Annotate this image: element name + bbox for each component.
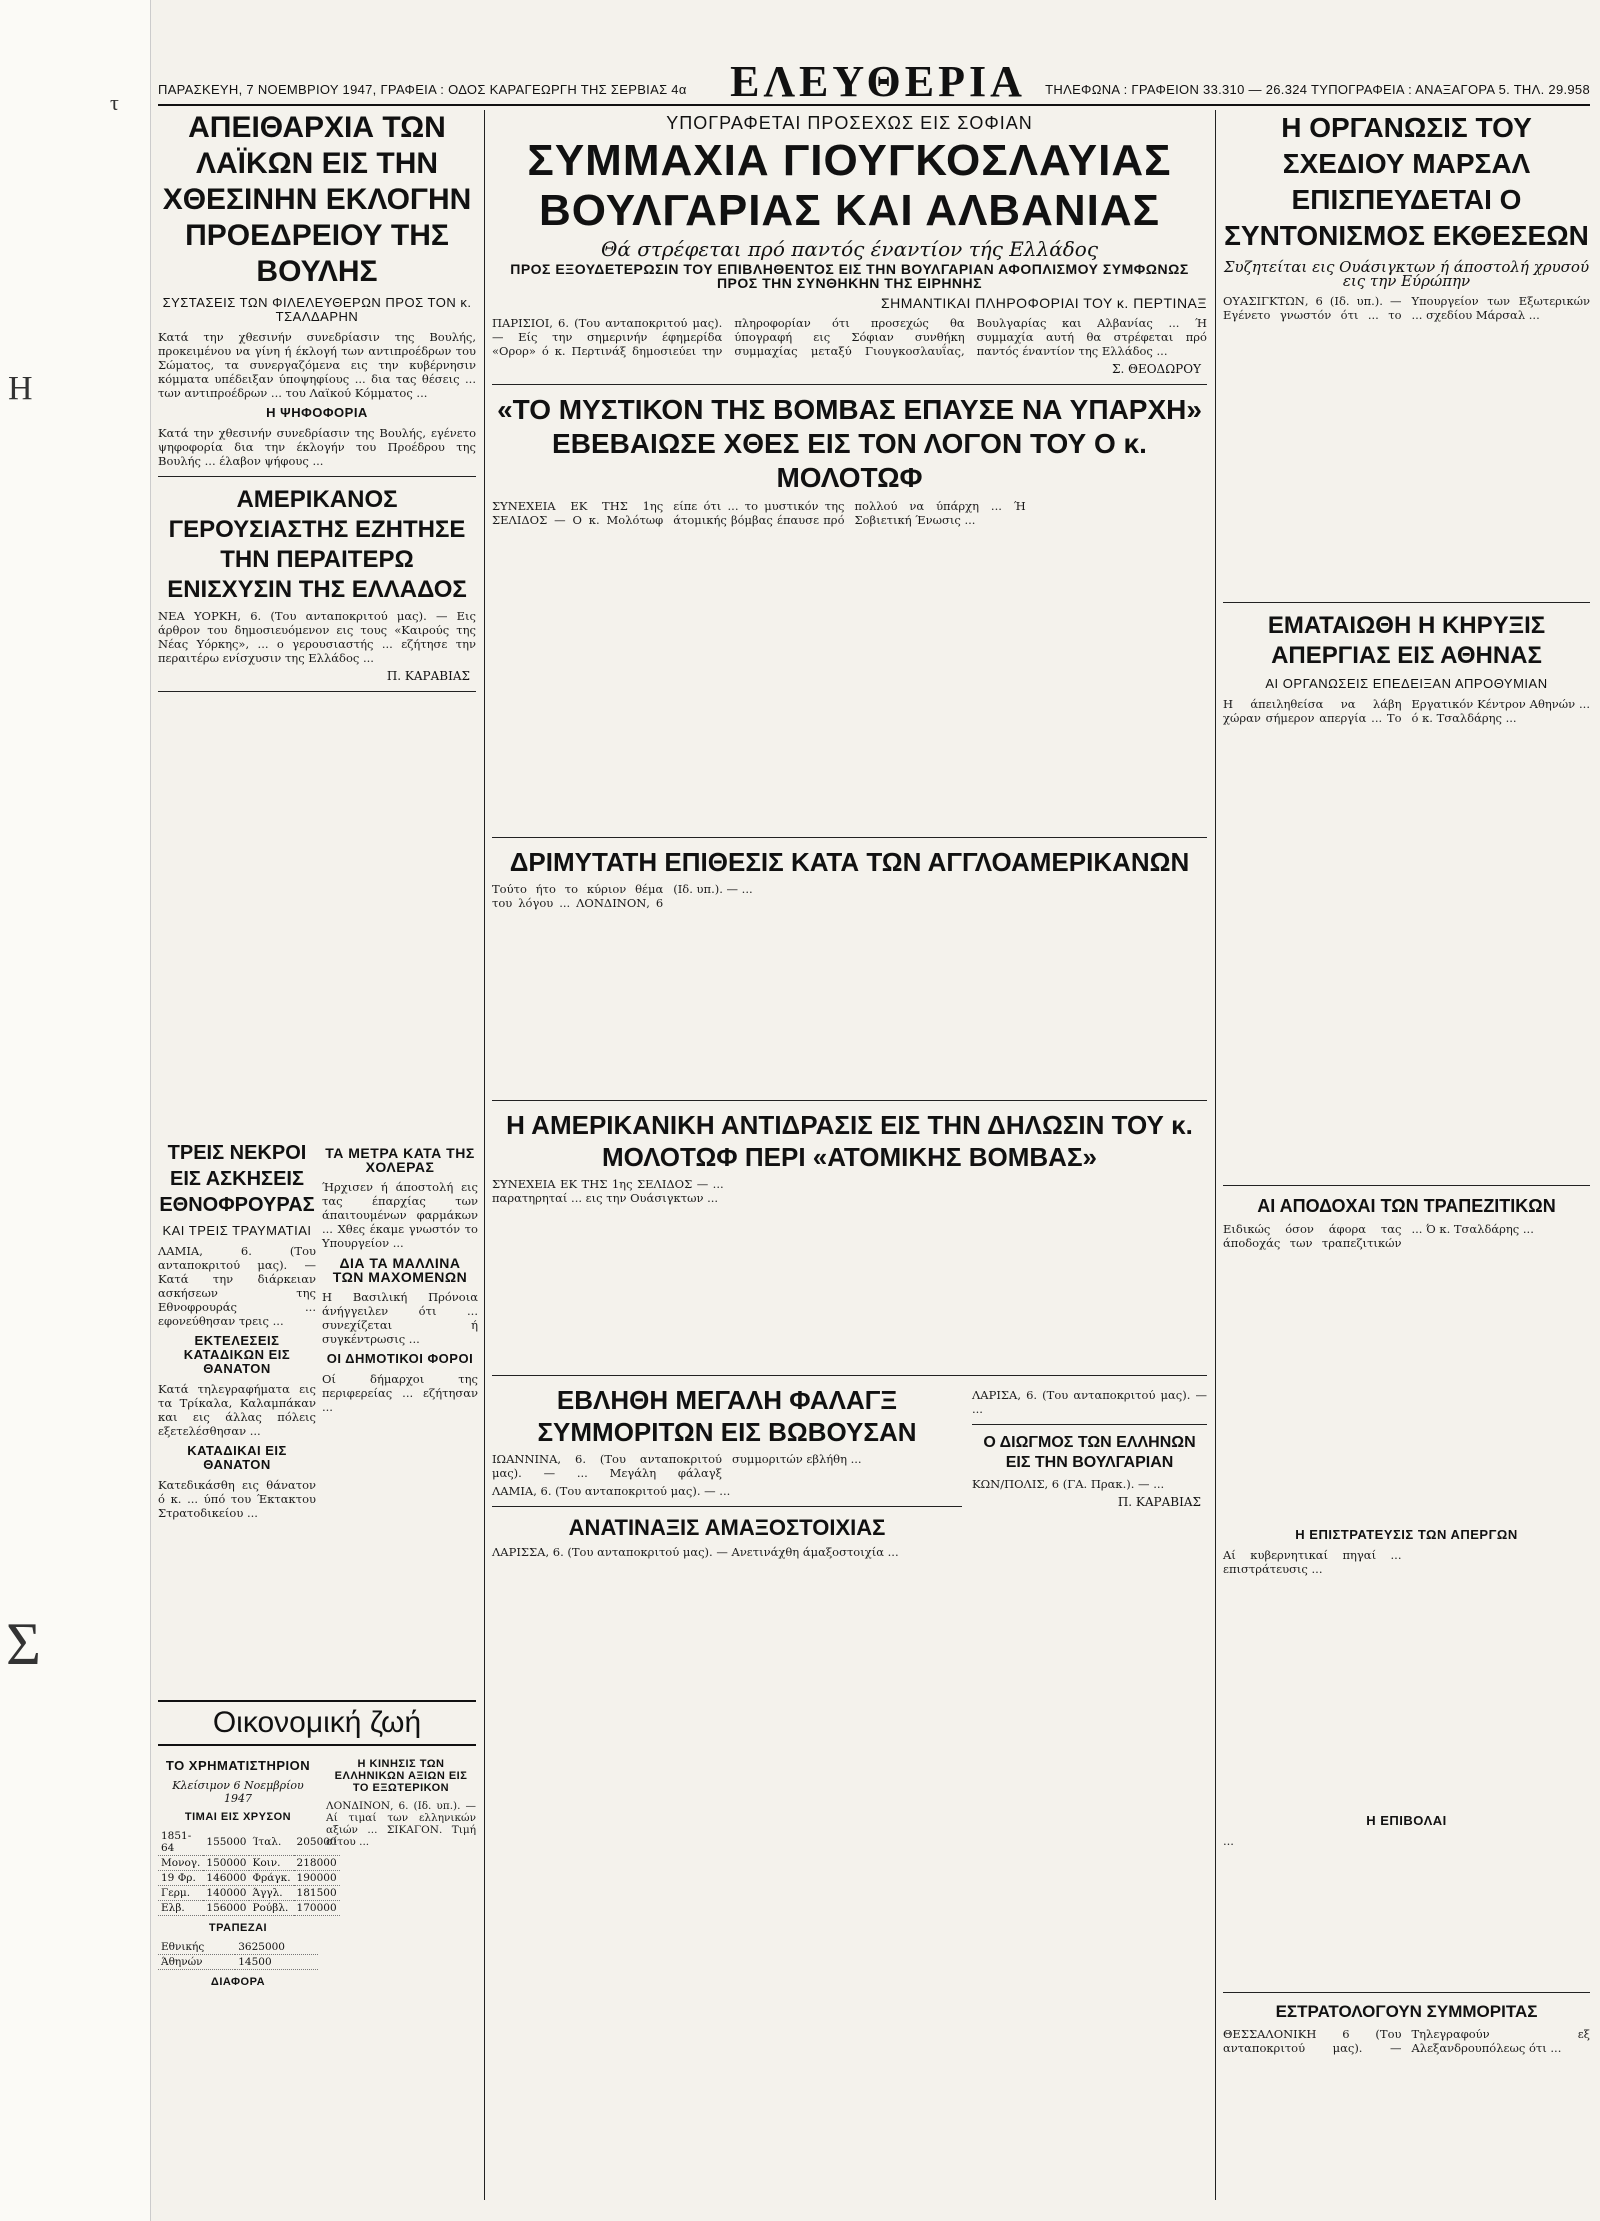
phone-info: ΤΗΛΕΦΩΝΑ : ΓΡΑΦΕΙΟΝ 33.310 — 26.324 ΤΥΠΟΓΡΑΦΕΙΑ : ΑΝΑΞΑΓΟΡΑ 5. ΤΗΛ. 29.958 xyxy=(1045,82,1590,97)
deck: Θά στρέφεται πρό παντός έναντίον τής Ελλάδος xyxy=(600,237,1099,261)
article-body: ΣΥΝΕΧΕΙΑ ΕΚ ΤΗΣ 1ης ΣΕΛΙΔΟΣ — Ο κ. Μολότωφ είπε ότι ... το μυστικόν της άτομικής βόμβας έπαυσε πρό πολλού να ύπάρχη ... Ή Σοβιετική Ένωσις ... xyxy=(492,499,1026,527)
headline-diogmos: Ο ΔΙΩΓΜΟΣ ΤΩΝ ΕΛΛΗΝΩΝ ΕΙΣ ΤΗΝ ΒΟΥΛΓΑΡΙΑΝ xyxy=(983,1434,1196,1471)
headline-strike: ΕΜΑΤΑΙΩΘΗ Η ΚΗΡΥΞΙΣ ΑΠΕΡΓΙΑΣ ΕΙΣ ΑΘΗΝΑΣ xyxy=(1267,612,1546,669)
headline-senator: ΑΜΕΡΙΚΑΝΟΣ ΓΕΡΟΥΣΙΑΣΤΗΣ ΕΖΗΤΗΣΕ ΤΗΝ ΠΕΡΑΙΤΕΡΩ ΕΝΙΣΧΥΣΙΝ ΤΗΣ ΕΛΛΑΔΟΣ xyxy=(167,486,467,603)
divider xyxy=(158,691,476,692)
headline-symmaxia: ΣΥΜΜΑΧΙΑ ΓΙΟΥΓΚΟΣΛΑΥΙΑΣ ΒΟΥΛΓΑΡΙΑΣ ΚΑΙ ΑΛΒΑΝΙΑΣ xyxy=(527,136,1172,235)
article-body: ΛΑΡΙΣΑ, 6. (Του ανταποκριτού μας). — ... xyxy=(972,1388,1207,1416)
article-body: ΛΟΝΔΙΝΟΝ, 6. (Ιδ. υπ.). — Αί τιμαί των ελληνικών αξιών ... ΣΙΚΑΓΟΝ. Τιμή σίτου ... xyxy=(326,1800,476,1848)
table-row: Ελβ. 156000 Ρούβλ. 170000 xyxy=(158,1901,340,1916)
table-row: 1851-64 155000 Ίταλ. 205000 xyxy=(158,1829,340,1856)
economy-title: Οικονομική ζωή xyxy=(158,1700,476,1746)
article-body: ... xyxy=(1223,1834,1234,1848)
cholera-column xyxy=(322,1140,478,1418)
section-title: ΕΚΤΕΛΕΣΕΙΣ ΚΑΤΑΔΙΚΩΝ ΕΙΣ ΘΑΝΑΤΟΝ xyxy=(183,1333,291,1376)
section-title: ΔΙΑ ΤΑ ΜΑΛΛΙΝΑ ΤΩΝ ΜΑΧΟΜΕΝΩΝ xyxy=(332,1255,468,1285)
article-body: ΛΑΜΙΑ, 6. (Του ανταποκριτού μας). — ... xyxy=(492,1484,731,1498)
subheadline: ΣΗΜΑΝΤΙΚΑΙ ΠΛΗΡΟΦΟΡΙΑΙ ΤΟΥ κ. ΠΕΡΤΙΝΑΞ xyxy=(881,295,1207,311)
byline: Π. ΚΑΡΑΒΙΑΣ xyxy=(1117,1495,1201,1509)
dateline: ΠΑΡΑΣΚΕΥΗ, 7 ΝΟΕΜΒΡΙΟΥ 1947, ΓΡΑΦΕΙΑ : ΟΔΟΣ ΚΑΡΑΓΕΩΡΓΗ ΤΗΣ ΣΕΡΒΙΑΣ 4α xyxy=(158,82,687,97)
section-title: ΤΑ ΜΕΤΡΑ ΚΑΤΑ ΤΗΣ ΧΟΛΕΡΑΣ xyxy=(325,1145,475,1175)
article-body: ΚΩΝ/ΠΟΛΙΣ, 6 (ΓΑ. Πρακ.). — ... xyxy=(972,1477,1165,1491)
article-body: Κατά την χθεσινήν συνεδρίασιν της Βουλής, εγένετο ψηφοφορία δια την έκλογήν του Προέδρου της Βουλής ... έλαβον ψήφους ... xyxy=(158,426,476,468)
article-body: ΛΑΡΙΣΣΑ, 6. (Του ανταποκριτού μας). — Ανετινάχθη άμαξοστοιχία ... xyxy=(492,1545,899,1559)
article-body: Η Βασιλική Πρόνοια άνήγγειλεν ότι ... συνεχίζεται ή συγκέντρωσις ... xyxy=(322,1290,478,1346)
article-body: ΛΑΜΙΑ, 6. (Του ανταποκριτού μας). — Κατά την διάρκειαν ασκήσεων της Εθνοφρουράς ... εφονεύθησαν τρεις ... xyxy=(158,1244,316,1328)
table-row: 19 Φρ. 146000 Φράγκ. 190000 xyxy=(158,1871,340,1886)
section-title: ΟΙ ΔΗΜΟΤΙΚΟΙ ΦΟΡΟΙ xyxy=(326,1351,474,1366)
article-body: Κατεδικάσθη εις θάνατον ό κ. ... ύπό του Έκτακτου Στρατοδικείου ... xyxy=(158,1478,316,1520)
subheadline: ΣΥΣΤΑΣΕΙΣ ΤΩΝ ΦΙΛΕΛΕΥΘΕΡΩΝ ΠΡΟΣ ΤΟΝ κ. ΤΣΑΛΔΑΡΗΝ xyxy=(162,295,472,324)
divider xyxy=(492,384,1207,385)
byline: Π. ΚΑΡΑΒΙΑΣ xyxy=(386,669,470,683)
article-body: ΟΥΑΣΙΓΚΤΩΝ, 6 (Ιδ. υπ.). — Εγένετο γνωστόν ότι ... το Υπουργείον των Εξωτερικών ... σχεδίου Μάρσαλ ... xyxy=(1223,294,1590,322)
article-body: Ειδικώς όσον άφορα τας άποδοχάς των τραπεζιτικών ... Ό κ. Τσαλδάρης ... xyxy=(1223,1222,1534,1250)
table-row: Μονογ. 150000 Κοιν. 218000 xyxy=(158,1856,340,1871)
article-body: ΙΩΑΝΝΙΝΑ, 6. (Του ανταποκριτού μας). — ... Μεγάλη φάλαγξ συμμοριτών εβλήθη ... xyxy=(492,1452,862,1480)
divider xyxy=(492,1375,1207,1376)
article-body: ΠΑΡΙΣΙΟΙ, 6. (Του ανταποκριτού μας). — Είς την σημερινήν έφημερίδα «Ορορ» ό κ. Περτινάξ δημοσιεύει την πληροφορίαν ότι προσεχώς θα ύπογραφή εις Σόφιαν συνθήκη συμμαχίας μεταξύ Γιουγκοσλαυΐας, Βουλγαρίας και Αλβανίας ... Ή συμμαχία αυτή θα στρέφεται πρό παντός έναντίον της Ελλάδος ... xyxy=(492,316,1207,358)
table-row: Εθνικής 3625000 xyxy=(158,1940,318,1955)
divider xyxy=(972,1424,1207,1425)
economy-section xyxy=(158,1700,476,1994)
article-body: ΣΥΝΕΧΕΙΑ ΕΚ ΤΗΣ 1ης ΣΕΛΙΔΟΣ — ... παρατηρηταί ... εις την Ουάσιγκτων ... xyxy=(492,1177,724,1205)
masthead-rule xyxy=(158,104,1590,106)
article-body: ΝΕΑ ΥΟΡΚΗ, 6. (Του ανταποκριτού μας). — Εις άρθρον του δημοσιευόμενον εις τους «Καιρούς της Νέας Υόρκης», ... ο γερουσιαστής ... εζήτησε την περαιτέρω ενίσχυσιν της Ελλάδος ... xyxy=(158,609,476,665)
subheadline: ΑΙ ΟΡΓΑΝΩΣΕΙΣ ΕΠΕΔΕΙΞΑΝ ΑΠΡΟΘΥΜΙΑΝ xyxy=(1265,676,1548,691)
table-row: Άθηνών 14500 xyxy=(158,1955,318,1970)
gutter-fragment: Σ xyxy=(6,1611,41,1677)
gutter-fragment: τ xyxy=(110,90,119,115)
right-column xyxy=(1223,110,1590,2059)
kinisis-title: Η ΚΙΝΗΣΙΣ ΤΩΝ ΕΛΛΗΝΙΚΩΝ ΑΞΙΩΝ ΕΙΣ ΤΟ ΕΞΩΤΕΡΙΚΟΝ xyxy=(334,1758,468,1794)
headline-bomb: «ΤΟ ΜΥΣΤΙΚΟΝ ΤΗΣ ΒΟΜΒΑΣ ΕΠΑΥΣΕ ΝΑ ΥΠΑΡΧΗ» ΕΒΕΒΑΙΩΣΕ ΧΘΕΣ ΕΙΣ ΤΟΝ ΛΟΓΟΝ ΤΟΥ Ο κ. ΜΟΛΟΤΩΦ xyxy=(497,394,1202,493)
article-body: Κατά την χθεσινήν συνεδρίασιν της Βουλής, προκειμένου να γίνη ή έκλογή των αντιπροέδρων του Σώματος, τα συνεργαζόμενα εις την κυβέρνησιν κόμματα υπέδειξαν ύποψηφίους ... δια τας θέσεις ... των αντιπροέδρων ... του Λαϊκού Κόμματος ... xyxy=(158,330,476,400)
newspaper-title: ΕΛΕΥΘΕΡΙΑ xyxy=(730,57,1026,106)
gutter-fragment: Η xyxy=(8,370,33,407)
article-body: ΘΕΣΣΑΛΟΝΙΚΗ 6 (Του ανταποκριτού μας). — Τηλεγραφούν εξ Αλεξανδρουπόλεως ότι ... xyxy=(1223,2027,1590,2055)
divider xyxy=(492,837,1207,838)
divider xyxy=(492,1506,962,1507)
article-body: Αί κυβερνητικαί πηγαί ... επιστράτευσις ... xyxy=(1223,1548,1402,1576)
adjacent-page-gutter xyxy=(0,0,151,2221)
headline-anatinaxis: ΑΝΑΤΙΝΑΞΙΣ ΑΜΑΞΟΣΤΟΙΧΙΑΣ xyxy=(568,1515,886,1540)
headline-falagx: ΕΒΛΗΘΗ ΜΕΓΑΛΗ ΦΑΛΑΓΞ ΣΥΜΜΟΡΙΤΩΝ ΕΙΣ ΒΩΒΟΥΣΑΝ xyxy=(537,1385,917,1447)
table-row: Γερμ. 140000 Άγγλ. 181500 xyxy=(158,1886,340,1901)
section-title: Η ΕΠΙΣΤΡΑΤΕΥΣΙΣ ΤΩΝ ΑΠΕΡΓΩΝ xyxy=(1295,1527,1518,1542)
headline-bank-pay: ΑΙ ΑΠΟΔΟΧΑΙ ΤΩΝ ΤΡΑΠΕΖΙΤΙΚΩΝ xyxy=(1257,1196,1556,1216)
kicker: ΥΠΟΓΡΑΦΕΤΑΙ ΠΡΟΣΕΧΩΣ ΕΙΣ ΣΟΦΙΑΝ xyxy=(666,113,1033,133)
article-body: Η άπειληθείσα να λάβη χώραν σήμερον απεργία ... Το Εργατικόν Κέντρον Αθηνών ... ό κ. Τσαλδάρης ... xyxy=(1223,697,1590,725)
divider xyxy=(1223,1992,1590,1993)
headline-apeitharxia: ΑΠΕΙΘΑΡΧΙΑ ΤΩΝ ΛΑΪΚΩΝ ΕΙΣ ΤΗΝ ΧΘΕΣΙΝΗΝ ΕΚΛΟΓΗΝ ΠΡΟΕΔΡΕΙΟΥ ΤΗΣ ΒΟΥΛΗΣ xyxy=(162,111,472,288)
headline-dead: ΤΡΕΙΣ ΝΕΚΡΟΙ ΕΙΣ ΑΣΚΗΣΕΙΣ ΕΘΝΟΦΡΟΥΡΑΣ xyxy=(159,1142,315,1216)
article-body: Ήρχισεν ή άποστολή εις τας έπαρχίας των άπαιτουμένων φαρμάκων ... Χθες έκαμε γνωστόν το Υπουργείον ... xyxy=(322,1180,478,1250)
divider xyxy=(1223,602,1590,603)
section-title: Η ΕΠΙΒΟΛΑΙ xyxy=(1366,1813,1447,1828)
headline-american-reaction: Η ΑΜΕΡΙΚΑΝΙΚΗ ΑΝΤΙΔΡΑΣΙΣ ΕΙΣ ΤΗΝ ΔΗΛΩΣΙΝ ΤΟΥ κ. ΜΟΛΟΤΩΦ ΠΕΡΙ «ΑΤΟΜΙΚΗΣ ΒΟΜΒΑΣ» xyxy=(506,1110,1193,1172)
headline-attack: ΔΡΙΜΥΤΑΤΗ ΕΠΙΘΕΣΙΣ ΚΑΤΑ ΤΩΝ ΑΓΓΛΟΑΜΕΡΙΚΑΝΩΝ xyxy=(509,847,1190,877)
center-column xyxy=(492,110,1207,1563)
subheadline: ΠΡΟΣ ΕΞΟΥΔΕΤΕΡΩΣΙΝ ΤΟΥ ΕΠΙΒΛΗΘΕΝΤΟΣ ΕΙΣ ΤΗΝ ΒΟΥΛΓΑΡΙΑΝ ΑΦΟΠΛΙΣΜΟΥ ΣΥΜΦΩΝΩΣ ΠΡΟΣ ΤΗΝ ΣΥΝΘΗΚΗΝ ΤΗΣ ΕΙΡΗΝΗΣ xyxy=(510,261,1189,291)
divider xyxy=(158,476,476,477)
headline-marshall: Η ΟΡΓΑΝΩΣΙΣ ΤΟΥ ΣΧΕΔΙΟΥ ΜΑΡΣΑΛ ΕΠΙΣΠΕΥΔΕΤΑΙ Ο ΣΥΝΤΟΝΙΣΜΟΣ ΕΚΘΕΣΕΩΝ xyxy=(1224,112,1589,251)
lower-left-column xyxy=(158,1140,316,1524)
column-rule xyxy=(1215,110,1216,2200)
subheadline: ΚΑΙ ΤΡΕΙΣ ΤΡΑΥΜΑΤΙΑΙ xyxy=(162,1223,312,1238)
market-title: ΤΟ ΧΡΗΜΑΤΙΣΤΗΡΙΟΝ xyxy=(165,1758,311,1773)
gold-table xyxy=(158,1829,340,1916)
divider xyxy=(492,1100,1207,1101)
various-title: ΔΙΑΦΟΡΑ xyxy=(210,1976,266,1988)
divider xyxy=(1223,1185,1590,1186)
article-body: Τούτο ήτο το κύριον θέμα του λόγου ... ΛΟΝΔΙΝΟΝ, 6 (Ιδ. υπ.). — ... xyxy=(492,882,753,910)
byline: Σ. ΘΕΟΔΩΡΟΥ xyxy=(1112,362,1201,376)
section-title: Η ΨΗΦΟΦΟΡΙΑ xyxy=(266,405,368,420)
banks-table xyxy=(158,1940,318,1970)
article-body: Οί δήμαρχοι της περιφερείας ... εζήτησαν ... xyxy=(322,1372,478,1414)
deck: Συζητείται εις Ουάσιγκτων ή άποστολή χρυσού εις την Εύρώπην xyxy=(1223,258,1590,290)
headline-stratologoun: ΕΣΤΡΑΤΟΛΟΓΟΥΝ ΣΥΜΜΟΡΙΤΑΣ xyxy=(1275,2002,1538,2021)
gold-title: ΤΙΜΑΙ ΕΙΣ ΧΡΥΣΟΝ xyxy=(184,1811,292,1823)
column-rule xyxy=(484,110,485,2200)
banks-title: ΤΡΑΠΕΖΑΙ xyxy=(208,1922,268,1934)
article-body: Κατά τηλεγραφήματα εις τα Τρίκαλα, Καλαμπάκαν και εις άλλας πόλεις εξετελέσθησαν ... xyxy=(158,1382,316,1438)
market-date: Κλείσιμον 6 Νοεμβρίου 1947 xyxy=(172,1779,304,1805)
section-title: ΚΑΤΑΔΙΚΑΙ ΕΙΣ ΘΑΝΑΤΟΝ xyxy=(187,1443,287,1472)
left-column xyxy=(158,110,476,700)
